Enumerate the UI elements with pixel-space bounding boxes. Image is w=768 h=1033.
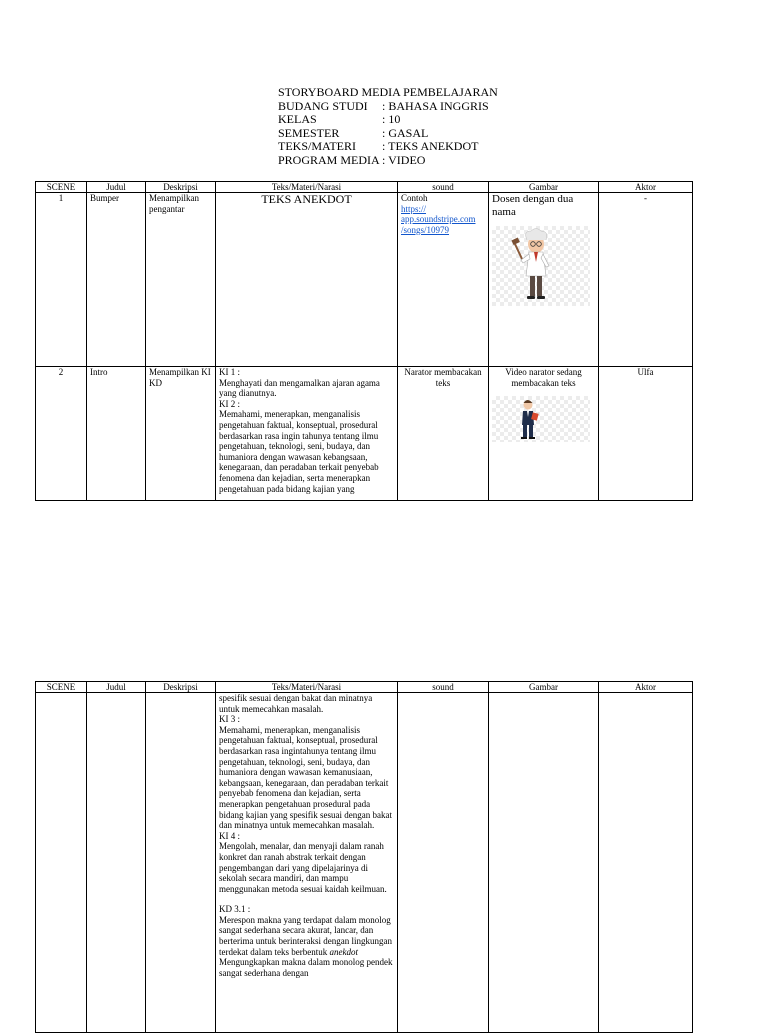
- scene-judul: Bumper: [87, 193, 146, 367]
- header-key: KELAS: [278, 112, 317, 127]
- kd-text: Merespon makna yang terdapat dalam monolog sangat sederhana secara akurat, lancar, dan berterima untuk berinteraksi dengan lingkungan terdekat dalam teks berbentuk: [219, 914, 392, 957]
- table-row-scene-2: [36, 367, 693, 501]
- storyboard-table-page2: [35, 681, 693, 1033]
- col-header-narasi: Teks/Materi/Narasi: [216, 682, 398, 693]
- scene-gambar: [489, 693, 599, 1033]
- kd-italic: anekdot: [329, 946, 358, 957]
- header-key: SEMESTER: [278, 125, 340, 140]
- document-title: STORYBOARD MEDIA PEMBELAJARAN: [278, 85, 498, 99]
- col-header-gambar: Gambar: [489, 182, 599, 193]
- col-header-narasi: Teks/Materi/Narasi: [216, 182, 398, 193]
- sound-label: Contoh: [401, 193, 428, 203]
- scene-deskripsi: Menampilkan KI KD: [146, 367, 216, 501]
- scene-sound: Narator membacakan teks: [398, 367, 489, 501]
- table-row-continuation: [36, 693, 693, 1033]
- storyboard-header: [278, 86, 498, 168]
- scene-aktor: Ulfa: [599, 367, 693, 501]
- narasi-ki-text: spesifik sesuai dengan bakat dan minatnya untuk memecahkan masalah. KI 3 : Memahami, menerapkan, menganalisis pengetahuan faktual, konseptual, prosedural berdasarkan rasa ingintahunya tentang ilmu pengetahuan, teknologi, seni, budaya, dan humaniora dengan wawasan kemanusiaan, kebangsaan, kenegaraan, dan peradaban terkait penyebab fenomena dan kejadian, serta menerapkan pengetahuan prosedural pada bidang kajian yang spesifik sesuai dengan bakat dan minatnya untuk memecahkan masalah. KI 4 : Mengolah, menalar, dan menyaji dalam ranah konkret dan ranah abstrak terkait dengan pengembangan dari yang dipelajarinya di sekolah secara mandiri, dan mampu menggunakan metoda sesuai kaidah keilmuan.: [219, 693, 392, 894]
- scene-gambar: [489, 193, 599, 367]
- col-header-gambar: Gambar: [489, 682, 599, 693]
- kd-title: KD 3.1 :: [219, 904, 251, 915]
- header-row-semester: [278, 127, 498, 141]
- scene-deskripsi: [146, 693, 216, 1033]
- header-row-program-media: [278, 154, 498, 168]
- scene-judul: Intro: [87, 367, 146, 501]
- header-key: BUDANG STUDI: [278, 98, 368, 113]
- scene-number: 2: [36, 367, 87, 501]
- col-header-scene: SCENE: [36, 682, 87, 693]
- scene-aktor: [599, 693, 693, 1033]
- col-header-aktor: Aktor: [599, 682, 693, 693]
- header-row-budang-studi: [278, 100, 498, 114]
- table-row-scene-1: [36, 193, 693, 367]
- professor-illustration: [492, 226, 590, 306]
- scene-number: 1: [36, 193, 87, 367]
- professor-icon: [492, 226, 590, 306]
- scene-aktor: -: [599, 193, 693, 367]
- header-value: : BAHASA INGGRIS: [382, 98, 489, 113]
- col-header-scene: SCENE: [36, 182, 87, 193]
- col-header-deskripsi: Deskripsi: [146, 682, 216, 693]
- table-header-row: [36, 182, 693, 193]
- scene-sound: [398, 693, 489, 1033]
- scene-narasi: KI 1 : Menghayati dan mengamalkan ajaran agama yang dianutnya. KI 2 : Memahami, menerapkan, menganalisis pengetahuan faktual, konseptual, prosedural berdasarkan rasa ingin tahunya tentang ilmu pengetahuan, teknologi, seni, budaya, dan humaniora dengan wawasan kebangsaan, kenegaraan, dan peradaban terkait penyebab fenomena dan kejadian, serta menerapkan pengetahuan pada bidang kajian yang: [216, 367, 398, 501]
- paragraph-gap: [219, 894, 394, 904]
- header-value: : VIDEO: [382, 152, 426, 167]
- col-header-sound: sound: [398, 182, 489, 193]
- gambar-caption: Video narator sedang membacakan teks: [505, 367, 582, 388]
- kd-paragraph: [219, 915, 394, 957]
- col-header-judul: Judul: [87, 182, 146, 193]
- header-row-teks-materi: [278, 140, 498, 154]
- col-header-aktor: Aktor: [599, 182, 693, 193]
- col-header-judul: Judul: [87, 682, 146, 693]
- header-key: PROGRAM MEDIA: [278, 152, 380, 167]
- scene-narasi: [216, 693, 398, 1033]
- scene-number: [36, 693, 87, 1033]
- scene-sound: [398, 193, 489, 367]
- col-header-sound: sound: [398, 682, 489, 693]
- scene-gambar: [489, 367, 599, 501]
- header-value: : 10: [382, 112, 401, 127]
- col-header-deskripsi: Deskripsi: [146, 182, 216, 193]
- kd-tail: Mengungkapkan makna dalam monolog pendek sangat sederhana dengan: [219, 957, 393, 978]
- scene-deskripsi: Menampilkan pengantar: [146, 193, 216, 367]
- table-header-row: [36, 682, 693, 693]
- header-key: TEKS/MATERI: [278, 139, 356, 154]
- scene-judul: [87, 693, 146, 1033]
- header-value: : TEKS ANEKDOT: [382, 139, 479, 154]
- header-row-kelas: [278, 113, 498, 127]
- scene-narasi: TEKS ANEKDOT: [216, 193, 398, 367]
- header-value: : GASAL: [382, 125, 429, 140]
- storyboard-table-page1: [35, 181, 693, 501]
- sound-link[interactable]: https:// app.soundstripe.com /songs/10979: [401, 203, 476, 235]
- narrator-illustration: [492, 396, 590, 442]
- narrator-icon: [492, 396, 590, 442]
- gambar-caption: Dosen dengan dua nama: [492, 193, 574, 218]
